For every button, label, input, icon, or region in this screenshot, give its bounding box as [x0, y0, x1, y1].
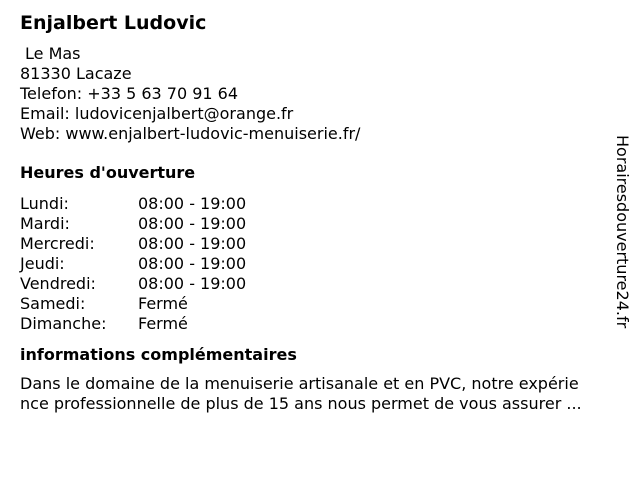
website: Web: www.enjalbert-ludovic-menuiserie.fr/ [20, 124, 361, 143]
street-address: Le Mas [25, 44, 81, 63]
day-label: Lundi: [20, 194, 69, 213]
day-label: Samedi: [20, 294, 86, 313]
additional-info-line-2: nce professionnelle de plus de 15 ans nous permet de vous assurer ... [20, 394, 582, 413]
day-hours: Fermé [138, 314, 188, 333]
hours-row-monday [20, 194, 620, 214]
watermark-text: Horairesdouverture24.fr [613, 135, 632, 329]
hours-row-wednesday [20, 234, 620, 254]
phone-number: Telefon: +33 5 63 70 91 64 [20, 84, 239, 103]
day-hours: 08:00 - 19:00 [138, 194, 247, 213]
additional-info-line-1: Dans le domaine de la menuiserie artisanale et en PVC, notre expérie [20, 374, 579, 393]
hours-row-thursday [20, 254, 620, 274]
email-address: Email: ludovicenjalbert@orange.fr [20, 104, 294, 123]
day-hours: 08:00 - 19:00 [138, 234, 247, 253]
business-card [20, 10, 620, 414]
day-label: Mardi: [20, 214, 70, 233]
day-hours: Fermé [138, 294, 188, 313]
day-hours: 08:00 - 19:00 [138, 274, 247, 293]
opening-hours-table [20, 194, 620, 334]
hours-row-friday [20, 274, 620, 294]
business-name: Enjalbert Ludovic [20, 12, 207, 34]
site-watermark [610, 135, 638, 345]
hours-row-tuesday [20, 214, 620, 234]
city-address: 81330 Lacaze [20, 64, 132, 83]
day-label: Jeudi: [20, 254, 65, 273]
day-hours: 08:00 - 19:00 [138, 254, 247, 273]
day-label: Mercredi: [20, 234, 95, 253]
additional-info-title: informations complémentaires [20, 345, 297, 364]
hours-row-saturday [20, 294, 620, 314]
hours-row-sunday [20, 314, 620, 334]
opening-hours-title: Heures d'ouverture [20, 163, 196, 182]
day-label: Dimanche: [20, 314, 107, 333]
day-hours: 08:00 - 19:00 [138, 214, 247, 233]
day-label: Vendredi: [20, 274, 96, 293]
